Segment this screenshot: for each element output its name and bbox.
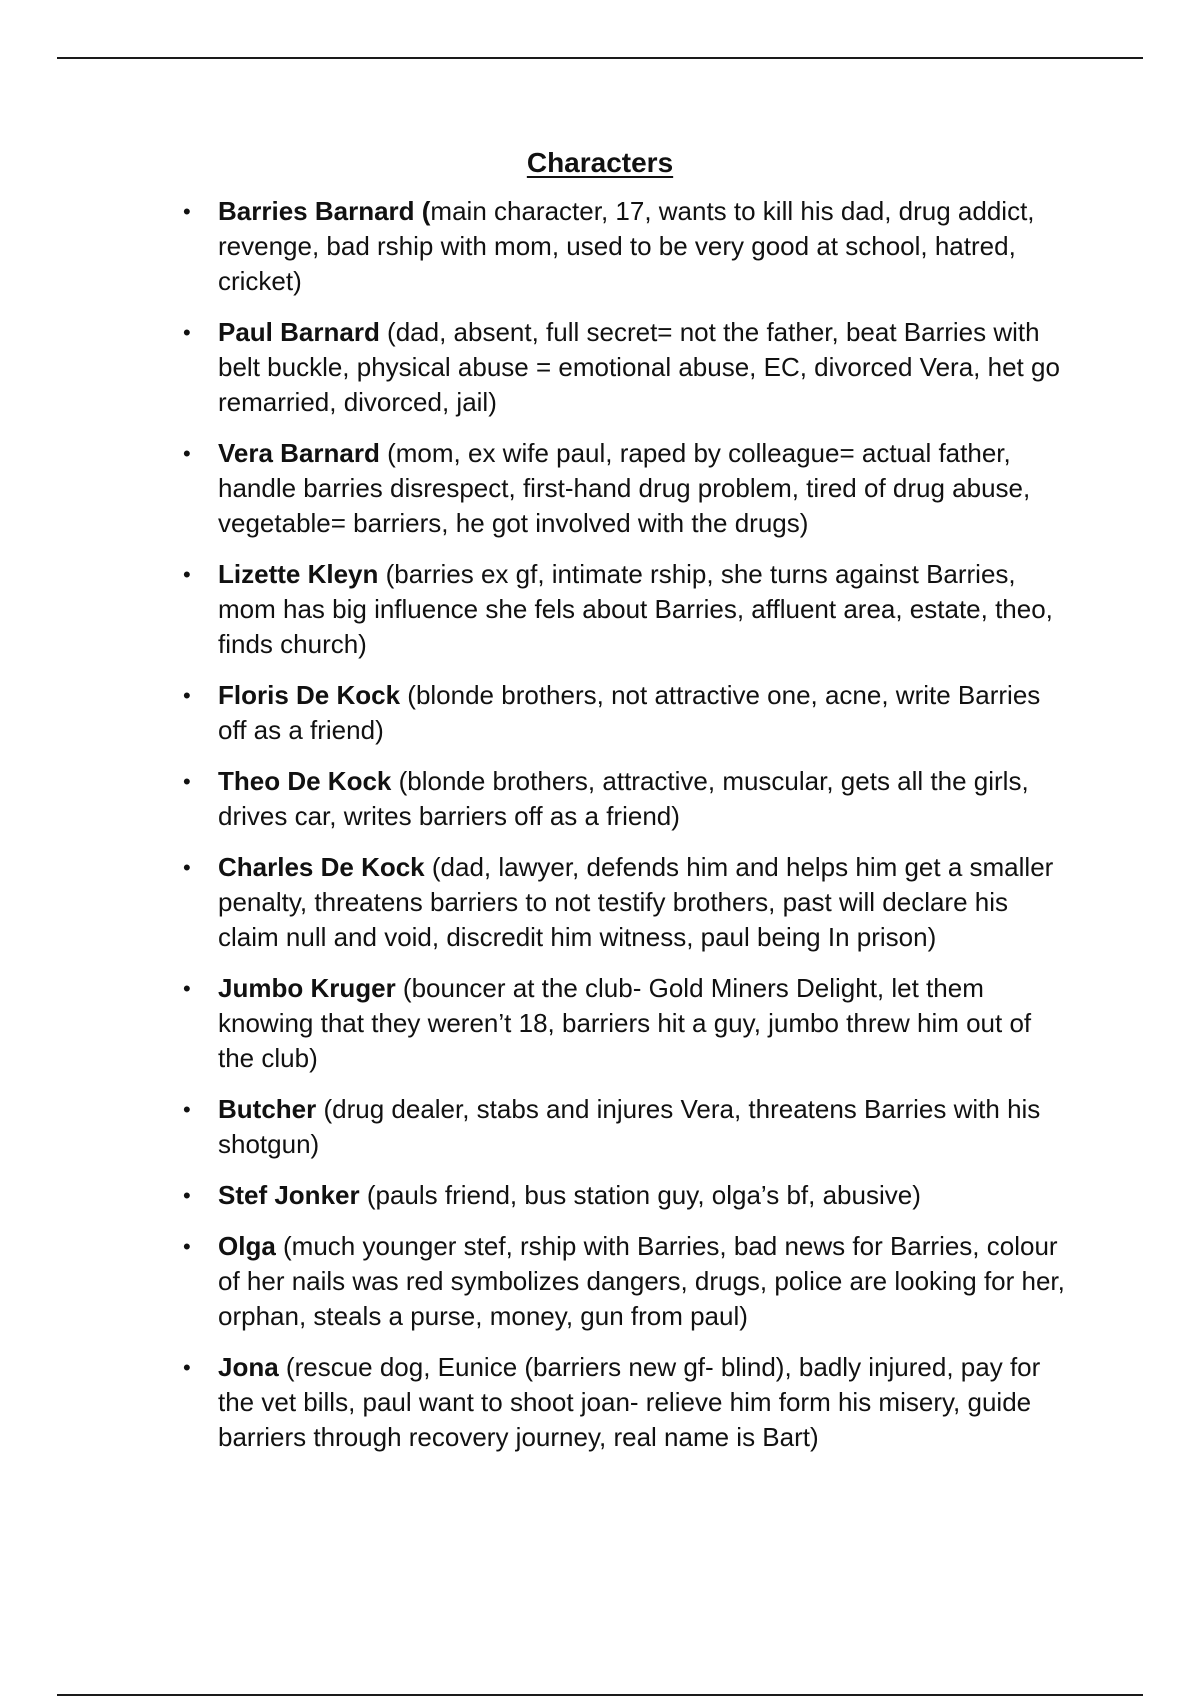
list-item [0, 971, 1068, 1076]
character-description: (pauls friend, bus station guy, olga’s bf, abusive) [359, 1180, 921, 1210]
character-description: (blonde brothers, not attractive one, acne, write Barries off as a friend) [218, 680, 1041, 745]
list-item [0, 1350, 1068, 1455]
character-name: Theo De Kock [218, 766, 392, 796]
bullet-icon: • [183, 320, 191, 345]
list-item [0, 850, 1068, 955]
character-name: Charles De Kock [218, 852, 425, 882]
character-name: Barries Barnard ( [218, 196, 431, 226]
bullet-icon: • [183, 1234, 191, 1259]
character-name: Butcher [218, 1094, 317, 1124]
list-item [0, 436, 1068, 541]
footer-rule [57, 1694, 1143, 1696]
bullet-icon: • [183, 1355, 191, 1380]
character-name: Vera Barnard [218, 438, 380, 468]
character-description: (drug dealer, stabs and injures Vera, threatens Barries with his shotgun) [218, 1094, 1041, 1159]
bullet-icon: • [183, 855, 191, 880]
character-description: (dad, lawyer, defends him and helps him get a smaller penalty, threatens barriers to not testify brothers, past will declare his claim null and void, discredit him witness, paul being In prison) [218, 852, 1054, 952]
character-description: main character, 17, wants to kill his dad, drug addict, revenge, bad rship with mom, used to be very good at school, hatred, cricket) [218, 196, 1035, 296]
bullet-icon: • [183, 441, 191, 466]
character-list [0, 194, 1200, 1471]
character-description: (blonde brothers, attractive, muscular, gets all the girls, drives car, writes barriers off as a friend) [218, 766, 1029, 831]
character-name: Paul Barnard [218, 317, 380, 347]
character-description: (bouncer at the club- Gold Miners Delight, let them knowing that they weren’t 18, barriers hit a guy, jumbo threw him out of the club) [218, 973, 1032, 1073]
bullet-icon: • [183, 683, 191, 708]
bullet-icon: • [183, 199, 191, 224]
list-item [0, 315, 1068, 420]
character-name: Stef Jonker [218, 1180, 360, 1210]
character-name: Lizette Kleyn [218, 559, 379, 589]
list-item [0, 764, 1068, 834]
list-item [0, 1178, 1068, 1213]
list-item [0, 557, 1068, 662]
character-name: Jumbo Kruger [218, 973, 396, 1003]
bullet-icon: • [183, 976, 191, 1001]
list-item [0, 678, 1068, 748]
character-description: (much younger stef, rship with Barries, bad news for Barries, colour of her nails was red symbolizes dangers, drugs, police are looking for her, orphan, steals a purse, money, gun from paul) [218, 1231, 1065, 1331]
character-description: (barries ex gf, intimate rship, she turns against Barries, mom has big influence she fels about Barries, affluent area, estate, theo, finds church) [218, 559, 1053, 659]
list-item [0, 1092, 1068, 1162]
bullet-icon: • [183, 1183, 191, 1208]
character-name: Olga [218, 1231, 276, 1261]
bullet-icon: • [183, 769, 191, 794]
bullet-icon: • [183, 1097, 191, 1122]
character-description: (mom, ex wife paul, raped by colleague= actual father, handle barries disrespect, first-hand drug problem, tired of drug abuse, vegetable= barriers, he got involved with the drugs) [218, 438, 1031, 538]
character-name: Jona [218, 1352, 279, 1382]
page-title: Characters [526, 147, 674, 178]
header-rule [57, 57, 1143, 59]
bullet-icon: • [183, 562, 191, 587]
character-description: (dad, absent, full secret= not the father, beat Barries with belt buckle, physical abuse = emotional abuse, EC, divorced Vera, het go remarried, divorced, jail) [218, 317, 1060, 417]
character-description: (rescue dog, Eunice (barriers new gf- blind), badly injured, pay for the vet bills, paul want to shoot joan- relieve him form his misery, guide barriers through recovery journey, real name is Bart) [218, 1352, 1041, 1452]
character-name: Floris De Kock [218, 680, 401, 710]
list-item [0, 1229, 1068, 1334]
list-item [0, 194, 1068, 299]
